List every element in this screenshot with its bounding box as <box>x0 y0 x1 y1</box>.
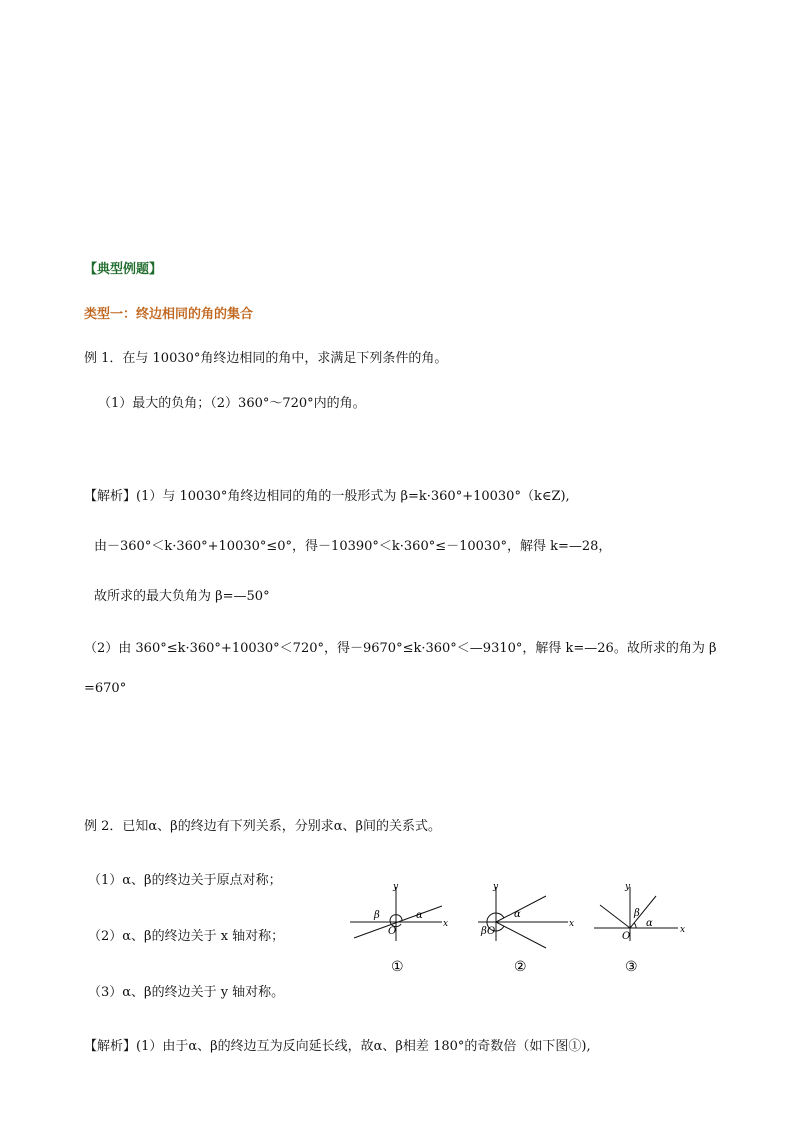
solution1-line1: 【解析】(1）与 10030°角终边相同的角的一般形式为 β=k·360°+10030°（k∈Z), <box>84 489 570 504</box>
beta-label: β <box>634 908 640 919</box>
solution2-line1: 【解析】(1）由于α、β的终边互为反向延长线，故α、β相差 180°的奇数倍（如下图①), <box>84 1039 591 1054</box>
figure-origin-symmetry <box>350 883 460 973</box>
example1-question: 例 1．在与 10030°角终边相同的角中，求满足下列条件的角。 <box>84 351 448 366</box>
example2-case2: （2）α、β的终边关于 x 轴对称； <box>88 929 285 944</box>
y-axis-label: y <box>393 882 399 892</box>
example2-case1: （1）α、β的终边关于原点对称； <box>88 873 282 888</box>
figure-x-axis-symmetry <box>476 883 586 973</box>
figure-number: ③ <box>625 959 638 975</box>
section-header: 【典型例题】 <box>84 262 163 277</box>
solution1-line5: =670° <box>84 681 127 696</box>
y-axis-label: y <box>493 882 499 892</box>
solution1-line4: （2）由 360°≤k·360°+10030°＜720°，得－9670°≤k·360°＜—9310°，解得 k=—26。故所求的角为 β <box>84 641 717 656</box>
example2-question: 例 2．已知α、β的终边有下列关系，分别求α、β间的关系式。 <box>84 819 441 834</box>
alpha-label: α <box>646 918 653 929</box>
figure-number: ② <box>514 959 527 975</box>
origin-label: O <box>487 926 496 937</box>
figure-y-axis-symmetry <box>594 883 704 973</box>
x-axis-label: x <box>569 919 575 929</box>
x-axis-label: x <box>443 919 449 929</box>
y-axis-label: y <box>625 882 631 892</box>
example2-case3: （3）α、β的终边关于 y 轴对称。 <box>88 985 285 1000</box>
solution1-line3: 故所求的最大负角为 β=—50° <box>94 589 270 604</box>
example1-conditions: （1）最大的负角；（2）360°～720°内的角。 <box>98 396 366 411</box>
solution1-line2: 由－360°＜k·360°+10030°≤0°，得－10390°＜k·360°≤－10030°，解得 k=—28， <box>94 539 612 554</box>
alpha-label: α <box>416 910 423 921</box>
x-axis-label: x <box>680 925 686 935</box>
origin-label: O <box>388 926 397 937</box>
beta-label: β <box>481 926 487 937</box>
origin-label: O <box>622 931 631 942</box>
subsection-title: 类型一：终边相同的角的集合 <box>84 307 254 322</box>
beta-label: β <box>374 910 380 921</box>
alpha-label: α <box>514 909 521 920</box>
figure-number: ① <box>391 959 404 975</box>
